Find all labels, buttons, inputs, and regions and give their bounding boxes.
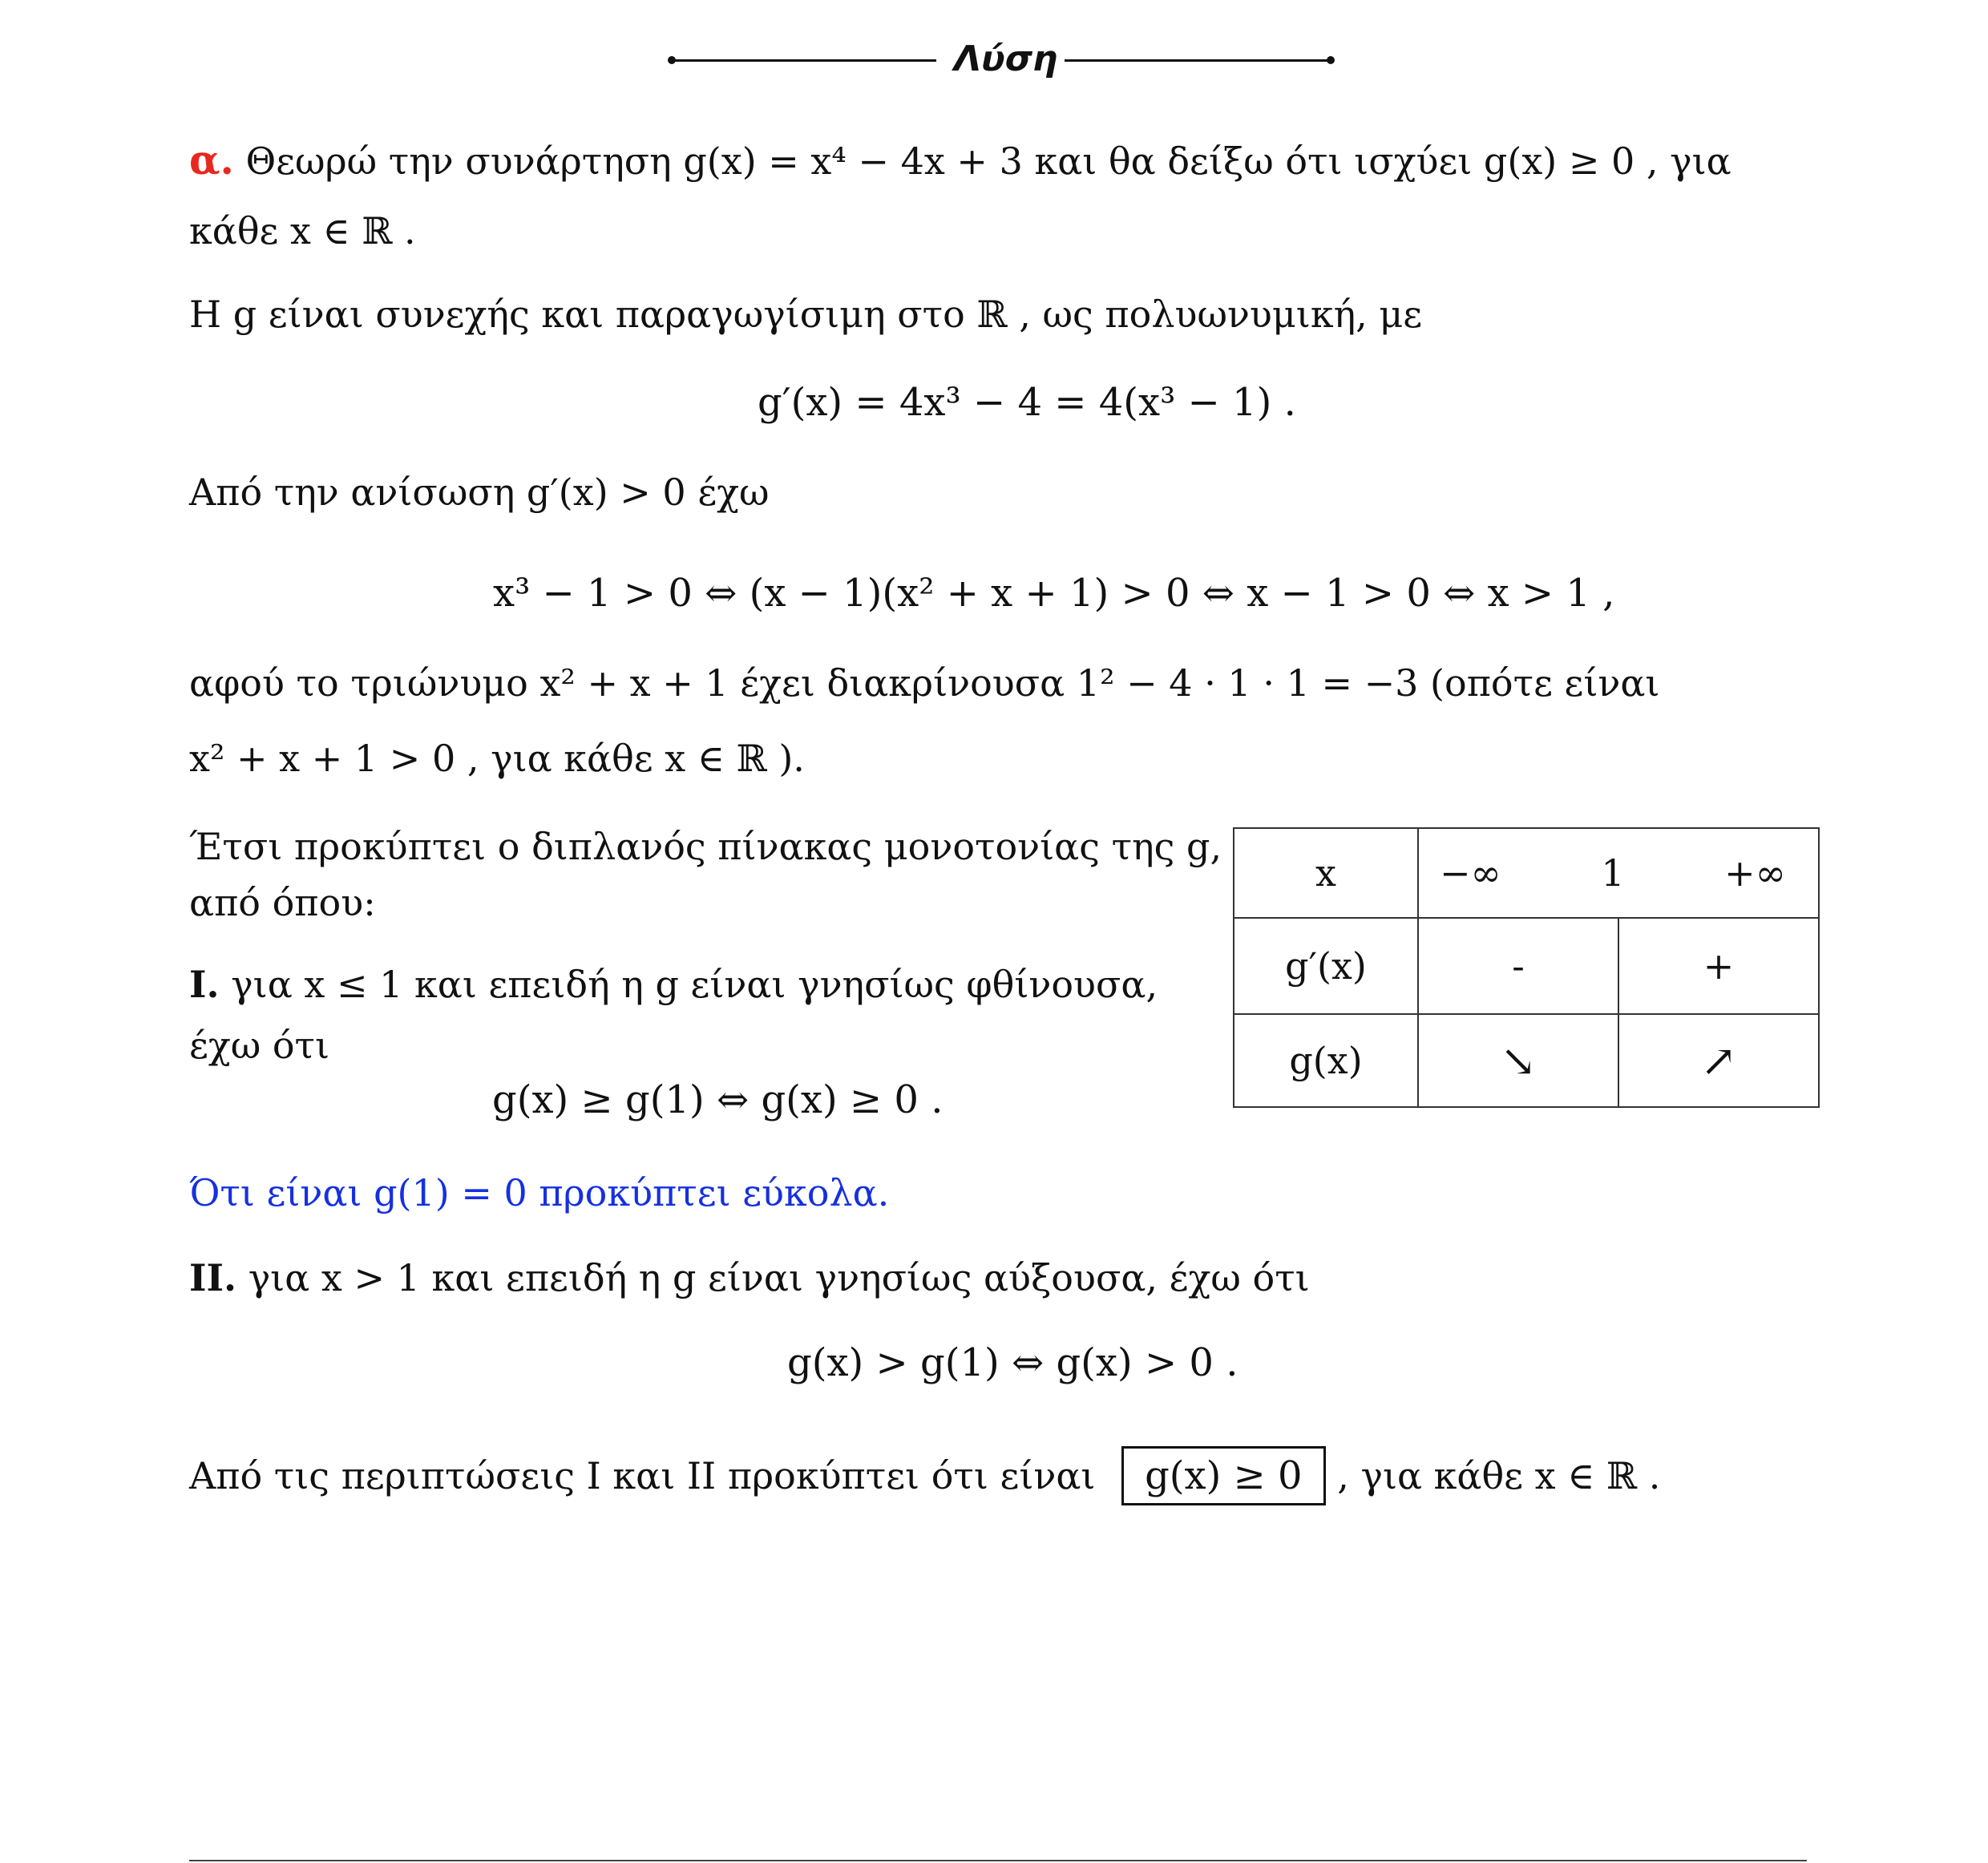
header-left-rule: [672, 59, 936, 62]
monotonicity-line: Έτσι προκύπτει ο διπλανός πίνακας μονοτονίας της g,: [189, 825, 1222, 868]
header-right-dot: [1327, 56, 1335, 64]
table-derivative-sign-1: -: [1418, 918, 1618, 1014]
table-value-one: 1: [1601, 851, 1625, 895]
discriminant-line-2: x² + x + 1 > 0 , για κάθε x ∈ ℝ ).: [189, 737, 805, 780]
section-title: Λύση: [954, 38, 1058, 79]
inequality-equation: x³ − 1 > 0 ⇔ (x − 1)(x² + x + 1) > 0 ⇔ x − 1 > 0 ⇔ x > 1 ,: [493, 571, 1615, 616]
derivative-equation: g′(x) = 4x³ − 4 = 4(x³ − 1) .: [758, 380, 1296, 425]
conclusion-tail: , για κάθε x ∈ ℝ .: [1337, 1454, 1661, 1497]
table-row-x-values: [1418, 828, 1819, 918]
monotonicity-line-2: από όπου:: [189, 881, 376, 924]
table-value-minus-infinity: −∞: [1440, 851, 1501, 895]
table-row-function-label: g(x): [1234, 1014, 1418, 1107]
footer-rule: [189, 1860, 1807, 1861]
continuity-line: Η g είναι συνεχής και παραγωγίσιμη στο ℝ , ως πολυωνυμική, με: [189, 293, 1423, 336]
blue-note: Ότι είναι g(1) = 0 προκύπτει εύκολα.: [189, 1171, 890, 1214]
intro-line-1: Θεωρώ την συνάρτηση g(x) = x⁴ − 4x + 3 και θα δείξω ότι ισχύει g(x) ≥ 0 , για: [245, 139, 1731, 183]
table-row-x-label: x: [1234, 828, 1418, 918]
case-1-line-1: για x ≤ 1 και επειδή η g είναι γνησίως φθίνουσα,: [231, 963, 1158, 1006]
inequality-line: Από την ανίσωση g′(x) > 0 έχω: [189, 471, 770, 514]
conclusion: [189, 1446, 1660, 1505]
header-right-rule: [1065, 59, 1331, 62]
case-2-line-1: για x > 1 και επειδή η g είναι γνησίως αύξουσα, έχω ότι: [248, 1256, 1310, 1299]
case-2-equation: g(x) > g(1) ⇔ g(x) > 0 .: [787, 1340, 1238, 1385]
table-row-derivative-label: g′(x): [1234, 918, 1418, 1014]
case-2-label: ΙΙ.: [189, 1256, 237, 1299]
discriminant-line: αφού το τριώνυμο x² + x + 1 έχει διακρίνουσα 1² − 4 · 1 · 1 = −3 (οπότε είναι: [189, 661, 1660, 705]
case-1-label: Ι.: [189, 963, 220, 1006]
conclusion-boxed-result: g(x) ≥ 0: [1121, 1446, 1326, 1505]
intro-line-2: κάθε x ∈ ℝ .: [189, 209, 416, 253]
part-label: α.: [189, 136, 234, 184]
conclusion-text: Από τις περιπτώσεις Ι και ΙΙ προκύπτει ότι είναι: [189, 1454, 1096, 1497]
table-decreasing-arrow-icon: ↘: [1418, 1014, 1618, 1107]
paragraph-intro: [189, 136, 1731, 185]
table-derivative-sign-2: +: [1618, 918, 1819, 1014]
case-1-equation: g(x) ≥ g(1) ⇔ g(x) ≥ 0 .: [492, 1077, 943, 1122]
case-2: [189, 1254, 1310, 1302]
table-increasing-arrow-icon: ↗: [1618, 1014, 1819, 1107]
case-1: [189, 960, 1158, 1008]
table-value-plus-infinity: +∞: [1724, 851, 1786, 895]
case-1-line-2: έχω ότι: [189, 1024, 330, 1067]
monotonicity-table: [1233, 827, 1820, 1108]
